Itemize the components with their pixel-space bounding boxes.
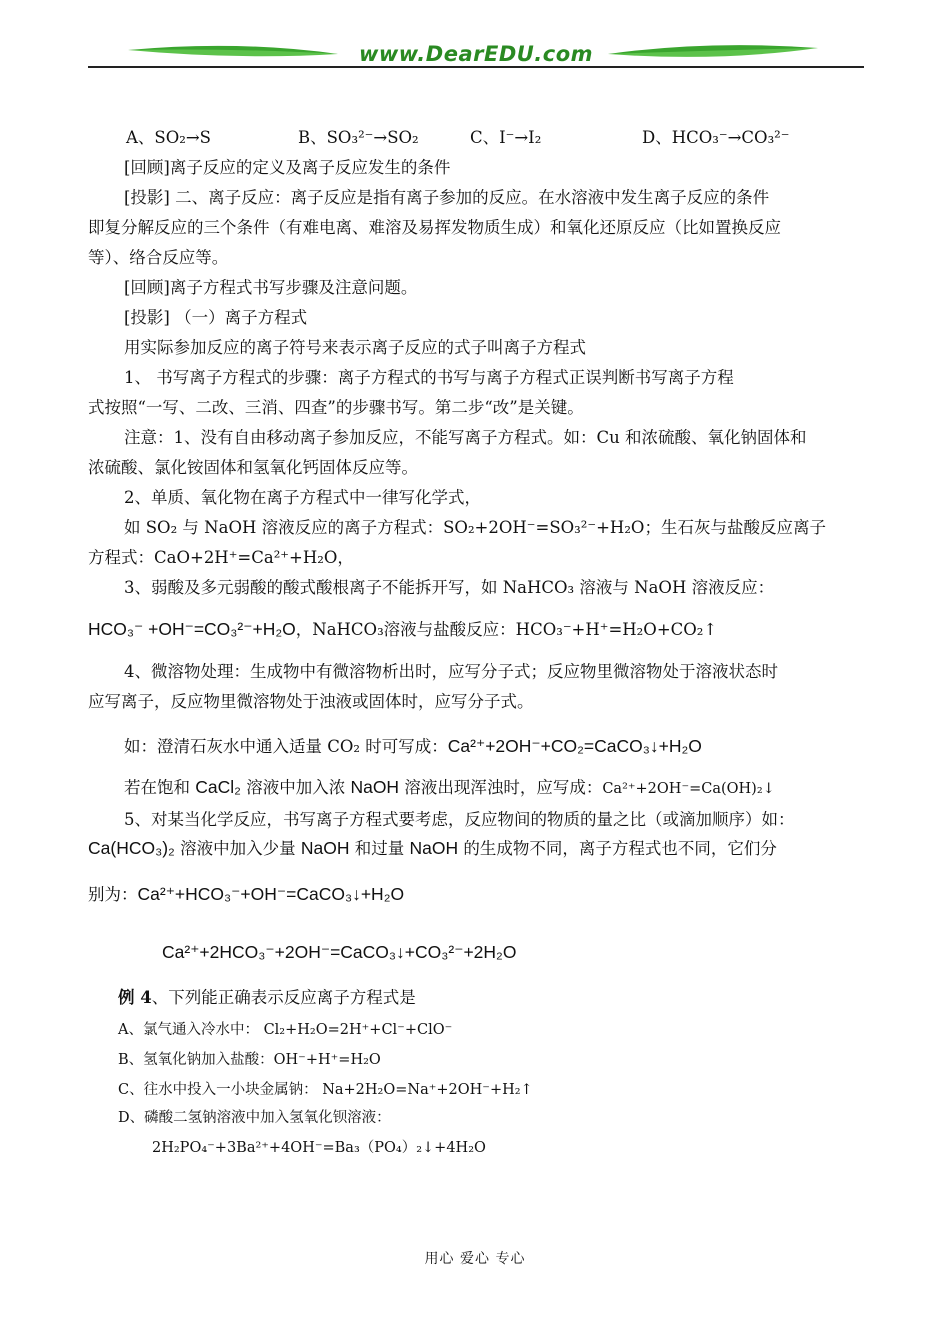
answer-option-c: C、往水中投入一小块金属钠： Na+2H₂O=Na⁺+2OH⁻+H₂↑ xyxy=(118,1082,533,1098)
equation-line xyxy=(124,777,904,799)
text-line: 1、 书写离子方程式的步骤：离子方程式的书写与离子方程式正误判断书写离子方程 xyxy=(124,368,734,387)
text-line: 即复分解反应的三个条件（有难电离、难溶及易挥发物质生成）和氧化还原反应（比如置换反应 xyxy=(88,218,781,237)
text-line: 注意：1、没有自由移动离子参加反应，不能写离子方程式。如：Cu 和浓硫酸、氧化钠固体和 xyxy=(124,428,807,447)
option-d: D、HCO₃⁻→CO₃²⁻ xyxy=(642,128,790,147)
formula: NaOH xyxy=(409,838,459,858)
text-line: 应写离子，反应物里微溶物处于浊液或固体时，应写分子式。 xyxy=(88,692,534,711)
text-span: 如：澄清石灰水中通入适量 CO₂ 时可写成： xyxy=(124,737,448,756)
formula: CaCl₂ xyxy=(195,777,241,797)
example-label: 例 4 xyxy=(118,988,152,1007)
page-footer: 用心 爱心 专心 xyxy=(424,1251,526,1267)
text-span: 别为： xyxy=(88,885,138,904)
equation-line: 2H₂PO₄⁻+3Ba²⁺+4OH⁻=Ba₃（PO₄）₂↓+4H₂O xyxy=(152,1140,486,1156)
answer-option-d: D、磷酸二氢钠溶液中加入氢氧化钡溶液： xyxy=(118,1110,391,1126)
text-line: 等）、络合反应等。 xyxy=(88,248,229,267)
option-a: A、SO₂→S xyxy=(126,128,211,147)
text-line: 2、单质、氧化物在离子方程式中一律写化学式， xyxy=(124,488,481,507)
text-line: 方程式：CaO+2H⁺=Ca²⁺+H₂O， xyxy=(88,548,354,567)
text-line: 5、对某当化学反应，书写离子方程式要考虑，反应物间的物质的量之比（或滴加顺序）如： xyxy=(124,810,795,829)
formula: NaOH xyxy=(300,838,350,858)
text-span: 、下列能正确表示反应离子方程式是 xyxy=(151,988,416,1007)
text-span: 溶液出现浑浊时，应写成： xyxy=(399,778,603,797)
header-divider xyxy=(88,66,864,68)
text-span: 溶液中加入少量 xyxy=(174,839,301,858)
text-span: 的生成物不同，离子方程式也不同，它们分 xyxy=(458,839,777,858)
option-b: B、SO₃²⁻→SO₂ xyxy=(298,128,419,147)
text-line: 4、微溶物处理：生成物中有微溶物析出时，应写分子式；反应物里微溶物处于溶液状态时 xyxy=(124,662,778,681)
equation-line xyxy=(88,884,868,905)
formula: NaOH xyxy=(350,777,400,797)
text-line: [回顾]离子反应的定义及离子反应发生的条件 xyxy=(124,158,451,177)
site-logo[interactable]: www.DearEDU.com xyxy=(358,42,594,66)
equation: Ca²⁺+2HCO₃⁻+2OH⁻=CaCO₃↓+CO₃²⁻+2H₂O xyxy=(162,942,517,962)
example-heading xyxy=(118,988,898,1008)
text-line: [回顾]离子方程式书写步骤及注意问题。 xyxy=(124,278,418,297)
equation: HCO₃⁻ +OH⁻=CO₃²⁻+H₂O xyxy=(88,619,296,639)
equation-line xyxy=(124,736,904,757)
text-span: 若在饱和 xyxy=(124,778,196,797)
equation: Ca²⁺+HCO₃⁻+OH⁻=CaCO₃↓+H₂O xyxy=(137,884,405,904)
answer-option-b: B、氢氧化钠加入盐酸：OH⁻+H⁺=H₂O xyxy=(118,1052,381,1068)
text-line: [投影] 二、离子反应：离子反应是指有离子参加的反应。在水溶液中发生离子反应的条件 xyxy=(124,188,770,207)
option-c: C、I⁻→I₂ xyxy=(470,128,542,147)
text-line: [投影] （一）离子方程式 xyxy=(124,308,308,327)
text-line: 浓硫酸、氯化铵固体和氢氧化钙固体反应等。 xyxy=(88,458,418,477)
equation-line xyxy=(88,619,868,640)
equation-line xyxy=(162,942,942,963)
text-span: ，NaHCO₃溶液与盐酸反应：HCO₃⁻+H⁺=H₂O+CO₂↑ xyxy=(295,620,718,639)
formula: Ca(HCO₃)₂ xyxy=(88,838,175,858)
text-span: 溶液中加入浓 xyxy=(240,778,351,797)
equation: Ca²⁺+2OH⁻+CO₂=CaCO₃↓+H₂O xyxy=(447,736,702,756)
text-line: 如 SO₂ 与 NaOH 溶液反应的离子方程式：SO₂+2OH⁻=SO₃²⁻+H₂O；生石灰与盐酸反应离子 xyxy=(124,518,826,537)
text-line: 式按照“一写、二改、三消、四查”的步骤书写。第二步“改”是关键。 xyxy=(88,398,584,417)
equation-line xyxy=(88,838,868,859)
text-span: 和过量 xyxy=(349,839,410,858)
text-line: 3、弱酸及多元弱酸的酸式酸根离子不能拆开写，如 NaHCO₃ 溶液与 NaOH 溶液反应： xyxy=(124,578,775,597)
equation: Ca²⁺+2OH⁻=Ca(OH)₂↓ xyxy=(602,781,775,797)
answer-option-a: A、氯气通入冷水中： Cl₂+H₂O=2H⁺+Cl⁻+ClO⁻ xyxy=(118,1022,453,1038)
text-line: 用实际参加反应的离子符号来表示离子反应的式子叫离子方程式 xyxy=(124,338,586,357)
